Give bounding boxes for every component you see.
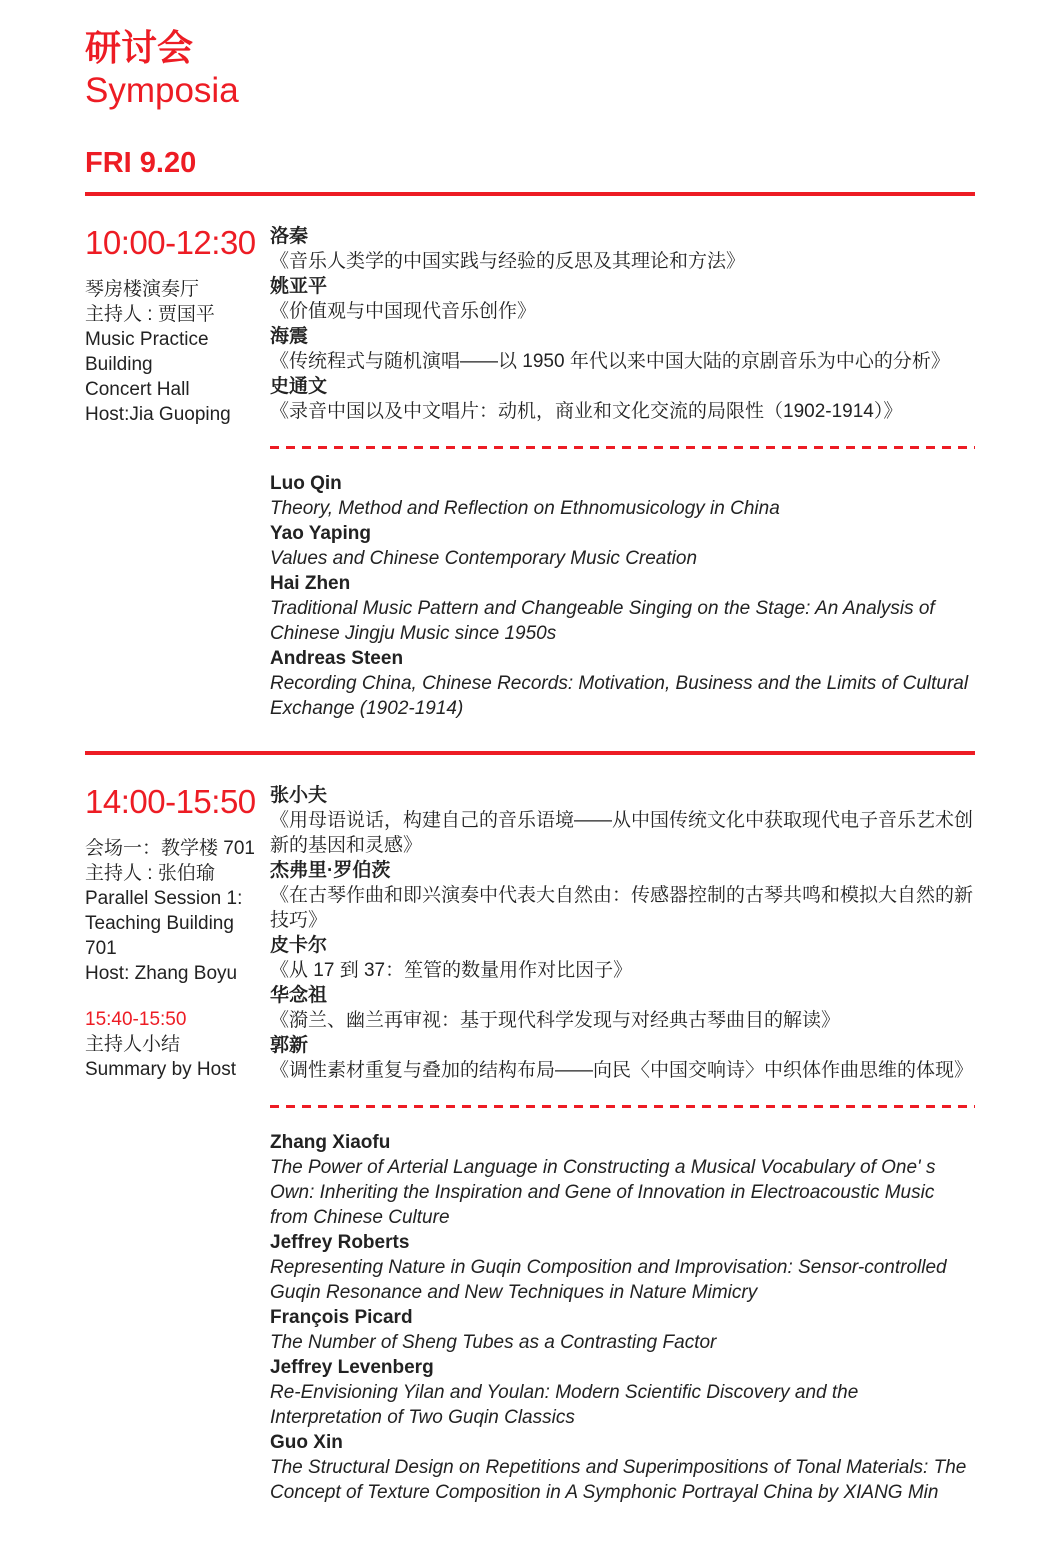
venue-line-en: Music Practice <box>85 329 209 350</box>
host-line-zh: 主持人 : 贾国平 <box>85 304 215 325</box>
host-line-zh: 主持人 : 张伯瑜 <box>85 863 215 884</box>
speaker-name: Jeffrey Levenberg <box>270 1357 434 1378</box>
session-info-column <box>85 783 270 1505</box>
session-afternoon <box>85 783 975 1505</box>
dashed-divider <box>270 1105 975 1108</box>
speaker-name: Jeffrey Roberts <box>270 1232 410 1253</box>
paper-item <box>270 1355 975 1430</box>
speaker-name: 华念祖 <box>270 985 328 1006</box>
paper-title-en: The Power of Arterial Language in Constructing a Musical Vocabulary of One' s Own: Inheriting the Inspiration and Gene of Innovation in Electroacoustic Music from Chinese Culture <box>270 1157 936 1228</box>
paper-item <box>270 224 975 274</box>
host-line-en: Host:Jia Guoping <box>85 404 231 425</box>
venue-line: 会场一：教学楼 701 <box>85 838 255 859</box>
session-time: 14:00-15:50 <box>85 783 256 820</box>
paper-title-zh: 《在古琴作曲和即兴演奏中代表大自然由：传感器控制的古琴共鸣和模拟大自然的新技巧》 <box>270 885 974 931</box>
speaker-name: 姚亚平 <box>270 276 328 297</box>
speaker-name: 郭新 <box>270 1035 309 1056</box>
paper-title-zh: 《传统程式与随机演唱——以 1950 年代以来中国大陆的京剧音乐为中心的分析》 <box>270 351 950 372</box>
paper-item <box>270 274 975 324</box>
paper-item <box>270 858 975 933</box>
paper-item <box>270 1230 975 1305</box>
paper-title-zh: 《价值观与中国现代音乐创作》 <box>270 301 537 322</box>
paper-title-zh: 《录音中国以及中文唱片：动机，商业和文化交流的局限性（1902-1914）》 <box>270 401 903 422</box>
summary-time: 15:40-15:50 <box>85 1009 187 1030</box>
speaker-name: 史通文 <box>270 376 328 397</box>
session-papers-column <box>270 783 975 1505</box>
header-rule <box>85 192 975 196</box>
paper-item <box>270 1305 975 1355</box>
venue-line-en: 701 <box>85 938 117 959</box>
venue-line-en: Parallel Session 1: <box>85 888 243 909</box>
papers-en-list <box>270 471 975 721</box>
host-line-en: Host: Zhang Boyu <box>85 963 238 984</box>
session-morning <box>85 224 975 721</box>
dashed-divider <box>270 446 975 449</box>
paper-item <box>270 646 975 721</box>
paper-item <box>270 571 975 646</box>
paper-item <box>270 324 975 374</box>
paper-title-en: Recording China, Chinese Records: Motivation, Business and the Limits of Cultural Exchange (1902-1914) <box>270 673 969 719</box>
paper-title-zh: 《音乐人类学的中国实践与经验的反思及其理论和方法》 <box>270 251 746 272</box>
paper-title-en: The Structural Design on Repetitions and Superimpositions of Tonal Materials: The Concept of Texture Composition in A Symphonic Portrayal China by XIANG Min <box>270 1457 967 1503</box>
page-title-en: Symposia <box>85 71 239 110</box>
paper-title-en: Theory, Method and Reflection on Ethnomusicology in China <box>270 498 780 519</box>
paper-item <box>270 521 975 571</box>
paper-item <box>270 471 975 521</box>
page-title-zh: 研讨会 <box>85 27 194 68</box>
paper-item <box>270 1130 975 1230</box>
paper-title-zh: 《用母语说话，构建自己的音乐语境——从中国传统文化中获取现代电子音乐艺术创新的基因和灵感》 <box>270 810 974 856</box>
paper-title-en: Representing Nature in Guqin Composition and Improvisation: Sensor-controlled Guqin Resonance and New Techniques in Nature Mimicry <box>270 1257 947 1303</box>
paper-item <box>270 1430 975 1505</box>
paper-title-zh: 《从 17 到 37：笙管的数量用作对比因子》 <box>270 960 633 981</box>
speaker-name: Yao Yaping <box>270 523 372 544</box>
session-papers-column <box>270 224 975 721</box>
paper-item <box>270 783 975 858</box>
speaker-name: 杰弗里·罗伯茨 <box>270 860 391 881</box>
paper-title-en: Re-Envisioning Yilan and Youlan: Modern Scientific Discovery and the Interpretation of Two Guqin Classics <box>270 1382 859 1428</box>
paper-item <box>270 933 975 983</box>
paper-title-en: Traditional Music Pattern and Changeable Singing on the Stage: An Analysis of Chinese Jingju Music since 1950s <box>270 598 935 644</box>
session-divider-rule <box>85 751 975 755</box>
speaker-name: 洛秦 <box>270 226 309 247</box>
paper-title-zh: 《调性素材重复与叠加的结构布局——向民〈中国交响诗〉中织体作曲思维的体现》 <box>270 1060 974 1081</box>
speaker-name: Andreas Steen <box>270 648 404 669</box>
paper-title-zh: 《漪兰、幽兰再审视：基于现代科学发现与对经典古琴曲目的解读》 <box>270 1010 841 1031</box>
paper-title-en: Values and Chinese Contemporary Music Creation <box>270 548 698 569</box>
venue-line-en: Teaching Building <box>85 913 234 934</box>
summary-label-zh: 主持人小结 <box>85 1034 181 1055</box>
paper-item <box>270 1033 975 1083</box>
summary-sub-block <box>85 1007 270 1082</box>
paper-title-en: The Number of Sheng Tubes as a Contrasting Factor <box>270 1332 717 1353</box>
date-heading: FRI 9.20 <box>85 147 197 179</box>
speaker-name: 张小夫 <box>270 785 328 806</box>
paper-item <box>270 374 975 424</box>
page-header <box>85 26 975 196</box>
summary-label-en: Summary by Host <box>85 1059 236 1080</box>
venue-line-en: Building <box>85 354 153 375</box>
speaker-name: Guo Xin <box>270 1432 343 1453</box>
speaker-name: 皮卡尔 <box>270 935 328 956</box>
speaker-name: Zhang Xiaofu <box>270 1132 391 1153</box>
speaker-name: Luo Qin <box>270 473 342 494</box>
papers-zh-list <box>270 224 975 424</box>
speaker-name: François Picard <box>270 1307 413 1328</box>
paper-item <box>270 983 975 1033</box>
venue-line-en: Concert Hall <box>85 379 190 400</box>
papers-en-list <box>270 1130 975 1505</box>
speaker-name: Hai Zhen <box>270 573 351 594</box>
papers-zh-list <box>270 783 975 1083</box>
venue-line: 琴房楼演奏厅 <box>85 279 200 300</box>
session-time: 10:00-12:30 <box>85 224 256 261</box>
session-info-column <box>85 224 270 721</box>
speaker-name: 海震 <box>270 326 309 347</box>
